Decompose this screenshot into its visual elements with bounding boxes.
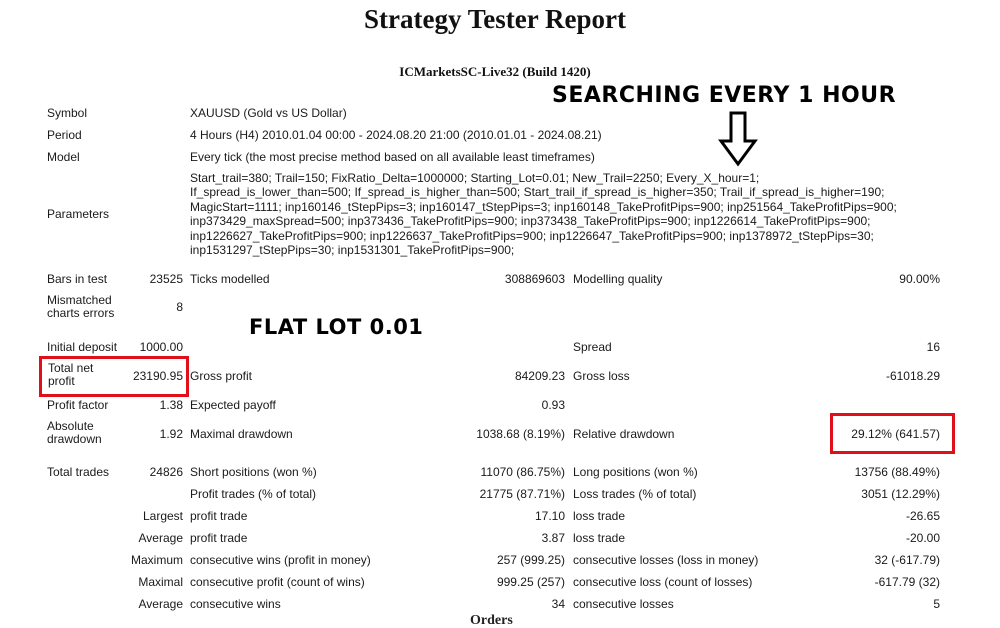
maximal-profit-label: consecutive profit (count of wins) — [190, 575, 365, 589]
net-profit-value: 23190.95 — [132, 369, 183, 383]
avg-wins-label: consecutive wins — [190, 597, 281, 611]
deposit-value: 1000.00 — [139, 340, 183, 354]
maximum-prefix: Maximum — [130, 553, 183, 567]
bars-value: 23525 — [149, 272, 183, 286]
total-trades-value: 24826 — [149, 465, 183, 479]
symbol-label: Symbol — [47, 106, 88, 120]
rel-drawdown-label: Relative drawdown — [573, 427, 675, 441]
abs-drawdown-label: Absolute drawdown — [47, 419, 102, 446]
quality-label: Modelling quality — [573, 272, 663, 286]
long-positions-value: 13756 (88.49%) — [854, 465, 940, 479]
largest-profit-label: profit trade — [190, 509, 248, 523]
mismatched-value: 8 — [176, 300, 183, 314]
ticks-label: Ticks modelled — [190, 272, 270, 286]
server-subtitle: ICMarketsSC-Live32 (Build 1420) — [399, 64, 591, 79]
bars-label: Bars in test — [47, 272, 108, 286]
down-arrow-icon — [718, 111, 758, 167]
largest-prefix: Largest — [142, 509, 183, 523]
net-profit-label: Total net profit — [48, 361, 94, 388]
short-positions-label: Short positions (won %) — [190, 465, 317, 479]
ticks-value: 308869603 — [504, 272, 565, 286]
report-title: Strategy Tester Report — [364, 4, 626, 34]
gross-profit-label: Gross profit — [190, 369, 253, 383]
avg-profit-label: profit trade — [190, 531, 248, 545]
gross-loss-value: -61018.29 — [885, 369, 940, 383]
searching-annotation: SEARCHING EVERY 1 HOUR — [552, 83, 897, 108]
mismatched-label: Mismatched charts errors — [47, 293, 115, 320]
largest-loss-label: loss trade — [573, 509, 626, 523]
expected-payoff-value: 0.93 — [541, 398, 565, 412]
avg-losses-label: consecutive losses — [573, 597, 674, 611]
avg-profit-value: 3.87 — [541, 531, 565, 545]
max-losses-value: 32 (-617.79) — [874, 553, 940, 567]
gross-profit-value: 84209.23 — [514, 369, 565, 383]
max-wins-label: consecutive wins (profit in money) — [190, 553, 371, 567]
symbol-value: XAUUSD (Gold vs US Dollar) — [190, 106, 347, 120]
quality-value: 90.00% — [899, 272, 940, 286]
loss-trades-value: 3051 (12.29%) — [861, 487, 940, 501]
model-label: Model — [47, 150, 80, 164]
expected-payoff-label: Expected payoff — [190, 398, 276, 412]
short-positions-value: 11070 (86.75%) — [480, 465, 565, 479]
avg-loss-value: -20.00 — [905, 531, 940, 545]
period-label: Period — [47, 128, 82, 142]
average-prefix: Average — [138, 531, 183, 545]
total-trades-label: Total trades — [47, 465, 110, 479]
loss-trades-label: Loss trades (% of total) — [573, 487, 697, 501]
model-value: Every tick (the most precise method based on all available least timeframes) — [190, 150, 595, 164]
largest-loss-value: -26.65 — [905, 509, 940, 523]
largest-profit-value: 17.10 — [534, 509, 565, 523]
max-drawdown-value: 1038.68 (8.19%) — [476, 427, 565, 441]
flat-lot-annotation: FLAT LOT 0.01 — [249, 315, 424, 339]
max-wins-value: 257 (999.25) — [496, 553, 565, 567]
maximal-loss-value: -617.79 (32) — [874, 575, 940, 589]
deposit-label: Initial deposit — [47, 340, 118, 354]
orders-heading-cutoff: Orders — [470, 613, 513, 628]
maximal-prefix: Maximal — [138, 575, 183, 589]
spread-value: 16 — [926, 340, 940, 354]
period-value: 4 Hours (H4) 2010.01.04 00:00 - 2024.08.20 21:00 (2010.01.01 - 2024.08.21) — [190, 128, 602, 142]
average2-prefix: Average — [138, 597, 183, 611]
rel-drawdown-value: 29.12% (641.57) — [851, 427, 940, 441]
parameters-value: Start_trail=380; Trail=150; FixRatio_Delta=1000000; Starting_Lot=0.01; New_Trail=2250; Every_X_hour=1; If_spread_is_lower_than=500; If_spread_is_higher_than=500; Start_trail_if_spread_is_higher=350; Trail_if_spread_is_higher=190; MagicStart=1111; inp160146_tStepPips=3; inp160147_tStepPips=3; inp160148_TakeProfitPips=900; inp251564_TakeProfitPips=900; inp373429_maxSpread=500; inp373436_TakeProfitPips=900; inp373438_TakeProfitPips=900; inp1226614_TakeProfitPips=900; inp1226627_TakeProfitPips=900; inp1226637_TakeProfitPips=900; inp1226647_TakeProfitPips=900; inp1378972_tStepPips=30; inp1531297_tStepPips=30; inp1531301_TakeProfitPips=900; — [190, 171, 897, 258]
avg-losses-value: 5 — [933, 597, 940, 611]
max-losses-label: consecutive losses (loss in money) — [573, 553, 759, 567]
profit-factor-label: Profit factor — [47, 398, 109, 412]
abs-drawdown-value: 1.92 — [159, 427, 183, 441]
profit-trades-label: Profit trades (% of total) — [190, 487, 317, 501]
parameters-label: Parameters — [47, 207, 110, 221]
max-drawdown-label: Maximal drawdown — [190, 427, 293, 441]
spread-label: Spread — [573, 340, 612, 354]
maximal-loss-label: consecutive loss (count of losses) — [573, 575, 753, 589]
profit-trades-value: 21775 (87.71%) — [479, 487, 565, 501]
avg-loss-label: loss trade — [573, 531, 626, 545]
profit-factor-value: 1.38 — [159, 398, 183, 412]
avg-wins-value: 34 — [551, 597, 565, 611]
gross-loss-label: Gross loss — [573, 369, 630, 383]
maximal-profit-value: 999.25 (257) — [496, 575, 565, 589]
long-positions-label: Long positions (won %) — [573, 465, 698, 479]
